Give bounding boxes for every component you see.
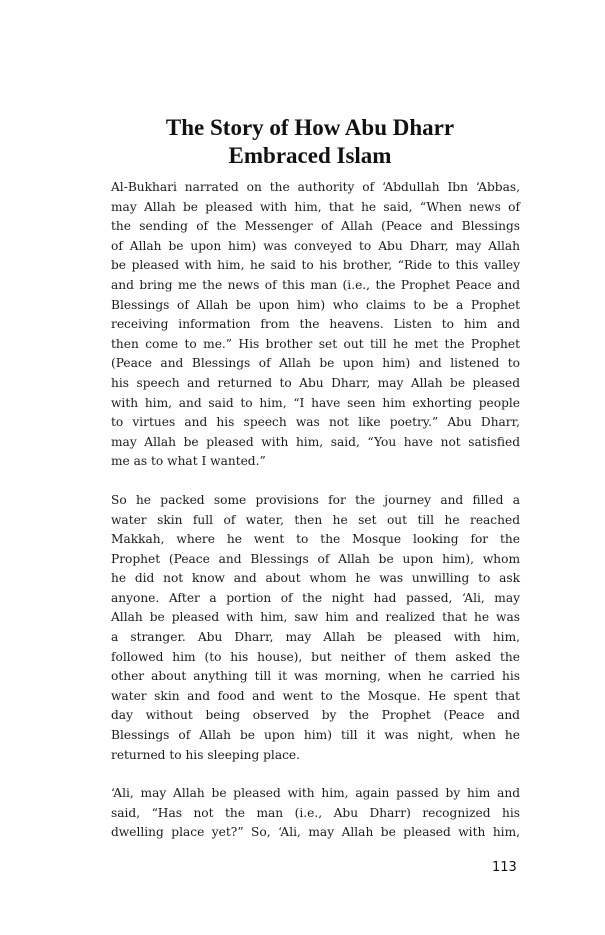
text-line: the sending of the Messenger of Allah (Peace and Blessings (111, 219, 520, 234)
text-line: other about anything till it was morning, when he carried his (111, 669, 520, 684)
text-line: of Allah be upon him) was conveyed to Abu Dharr, may Allah (111, 238, 520, 253)
text-line: water skin full of water, then he set out till he reached (111, 512, 520, 527)
text-line: to virtues and his speech was not like poetry.” Abu Dharr, (111, 415, 520, 430)
text-line: receiving information from the heavens. Listen to him and (111, 317, 520, 332)
text-line: water skin and food and went to the Mosque. He spent that (111, 688, 520, 703)
text-line: So he packed some provisions for the journey and filled a (111, 492, 520, 507)
text-line: a stranger. Abu Dharr, may Allah be pleased with him, (111, 630, 520, 645)
text-line: dwelling place yet?” So, ‘Ali, may Allah be pleased with him, (111, 825, 520, 840)
text-line: Blessings of Allah be upon him) who claims to be a Prophet (111, 297, 520, 312)
text-line: with him, and said to him, “I have seen him exhorting people (111, 395, 520, 410)
text-line: may Allah be pleased with him, that he said, “When news of (111, 199, 520, 214)
paragraph-3 (111, 784, 520, 843)
text-line: he did not know and about whom he was unwilling to ask (111, 571, 520, 586)
page-number: 113 (492, 860, 517, 875)
text-line: day without being observed by the Prophet (Peace and (111, 708, 520, 723)
paragraph-2 (111, 491, 520, 765)
text-line: be pleased with him, he said to his brother, “Ride to this valley (111, 258, 520, 273)
body-text (111, 178, 520, 862)
text-line: and bring me the news of this man (i.e., the Prophet Peace and (111, 277, 520, 292)
text-line: returned to his sleeping place. (111, 747, 301, 762)
text-line: then come to me.” His brother set out till he met the Prophet (111, 336, 520, 351)
chapter-title (100, 114, 520, 170)
paragraph-1 (111, 178, 520, 472)
text-line: (Peace and Blessings of Allah be upon him) and listened to (111, 356, 520, 371)
chapter-title-line-1: The Story of How Abu Dharr (165, 115, 455, 140)
text-line: may Allah be pleased with him, said, “You have not satisfied (111, 434, 520, 449)
text-line: Makkah, where he went to the Mosque looking for the (111, 532, 520, 547)
text-line: Allah be pleased with him, saw him and realized that he was (111, 610, 520, 625)
text-line: ‘Ali, may Allah be pleased with him, again passed by him and (111, 786, 520, 801)
text-line: said, “Has not the man (i.e., Abu Dharr) recognized his (111, 805, 520, 820)
text-line: me as to what I wanted.” (111, 454, 266, 469)
chapter-title-line-2: Embraced Islam (228, 143, 392, 168)
text-line: followed him (to his house), but neither of them asked the (111, 649, 520, 664)
text-line: his speech and returned to Abu Dharr, may Allah be pleased (111, 375, 520, 390)
text-line: Blessings of Allah be upon him) till it was night, when he (111, 728, 520, 743)
text-line: Al-Bukhari narrated on the authority of ‘Abdullah Ibn ‘Abbas, (111, 180, 520, 194)
text-line: anyone. After a portion of the night had passed, ‘Ali, may (111, 590, 520, 605)
text-line: Prophet (Peace and Blessings of Allah be upon him), whom (111, 551, 520, 566)
